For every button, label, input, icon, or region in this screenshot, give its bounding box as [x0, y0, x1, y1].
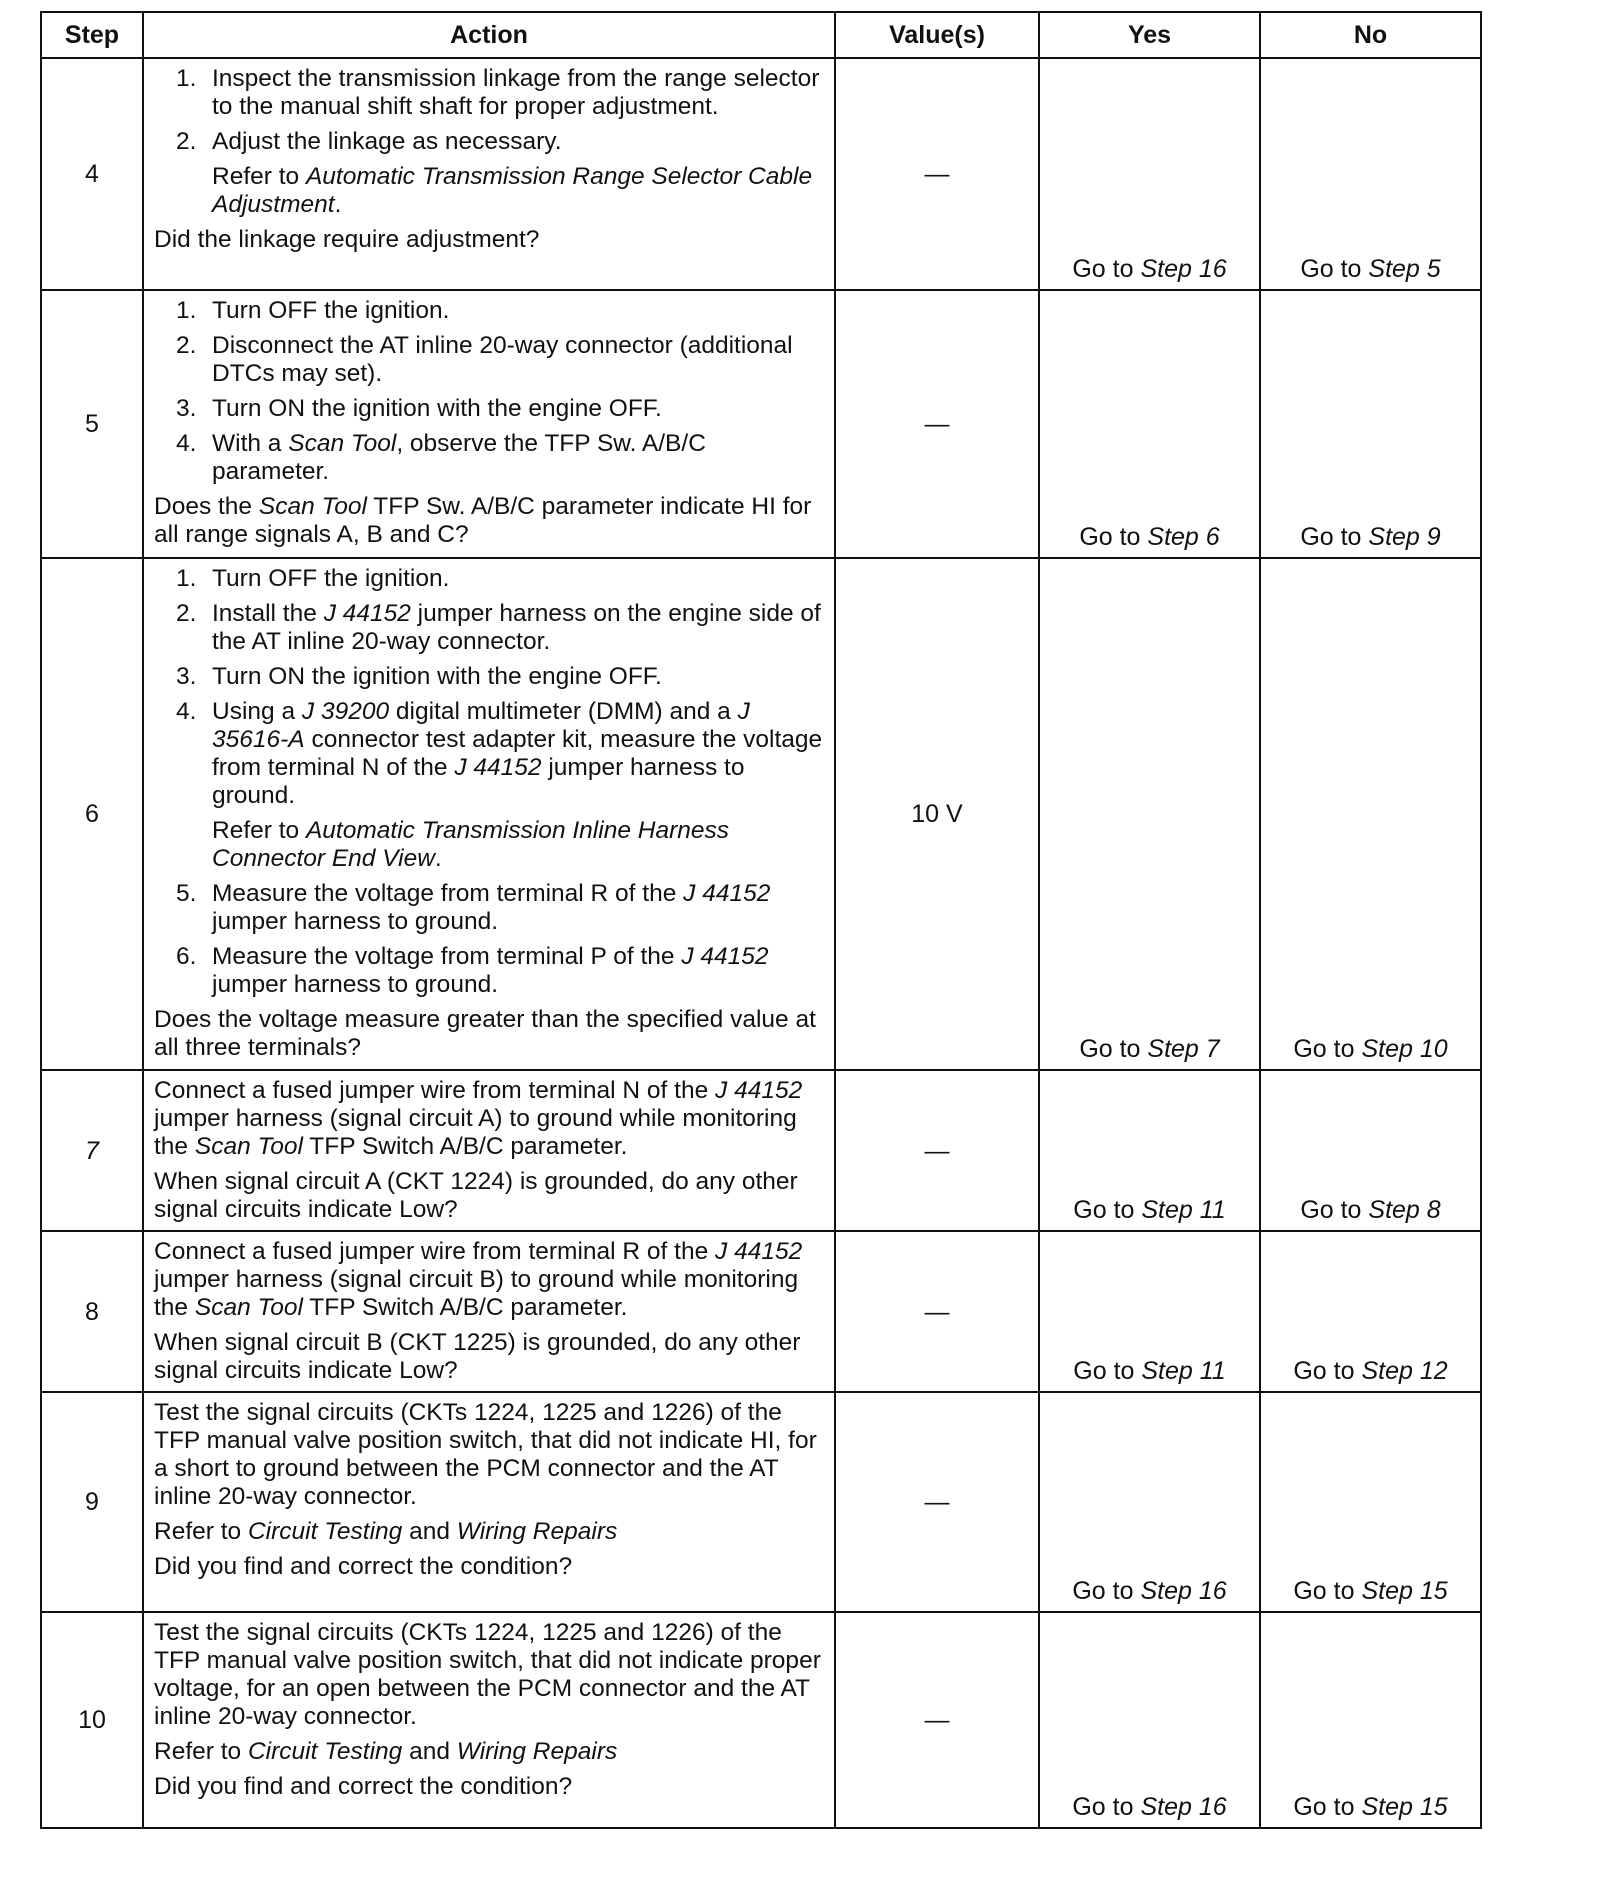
question: Did the linkage require adjustment? [154, 226, 540, 253]
no-result: Go to Step 5 [1260, 58, 1481, 290]
value-cell: — [835, 1070, 1039, 1231]
action-paragraph: Connect a fused jumper wire from terminal N of the J 44152 jumper harness (signal circuit A) to ground while monitoring the Scan Tool TFP Switch A/B/C parameter. [154, 1077, 803, 1160]
no-result: Go to Step 9 [1260, 290, 1481, 558]
action-item: Turn OFF the ignition. [212, 565, 450, 592]
table-row [41, 1612, 1481, 1828]
action-cell [143, 558, 835, 1070]
value-cell: — [835, 1392, 1039, 1612]
value-cell: 10 V [835, 558, 1039, 1070]
action-cell [143, 1612, 835, 1828]
table-row [41, 58, 1481, 290]
table-row [41, 1231, 1481, 1392]
value-cell: — [835, 1231, 1039, 1392]
header-step: Step [41, 12, 143, 58]
no-result: Go to Step 15 [1260, 1612, 1481, 1828]
yes-result: Go to Step 7 [1039, 558, 1260, 1070]
table-row [41, 558, 1481, 1070]
yes-result: Go to Step 16 [1039, 1392, 1260, 1612]
action-item: Adjust the linkage as necessary. Refer to Automatic Transmission Range Selector Cable Adjustment. [154, 128, 828, 219]
no-result: Go to Step 15 [1260, 1392, 1481, 1612]
no-result: Go to Step 8 [1260, 1070, 1481, 1231]
header-no: No [1260, 12, 1481, 58]
action-list [154, 565, 828, 999]
diagnostic-table [40, 11, 1482, 1829]
reference-note: Refer to Automatic Transmission Inline Harness Connector End View. [212, 817, 729, 872]
question: When signal circuit A (CKT 1224) is grounded, do any other signal circuits indicate Low? [154, 1168, 798, 1223]
question: Did you find and correct the condition? [154, 1773, 573, 1800]
value-cell: — [835, 58, 1039, 290]
table-row [41, 290, 1481, 558]
reference-note: Refer to Circuit Testing and Wiring Repairs [154, 1738, 618, 1765]
value-cell: — [835, 1612, 1039, 1828]
question: Does the voltage measure greater than the specified value at all three terminals? [154, 1006, 816, 1061]
step-number: 4 [41, 58, 143, 290]
header-values: Value(s) [835, 12, 1039, 58]
action-item: Measure the voltage from terminal P of the J 44152 jumper harness to ground. [212, 943, 769, 998]
step-number: 6 [41, 558, 143, 1070]
action-item: Turn OFF the ignition. [212, 297, 450, 324]
question: Did you find and correct the condition? [154, 1553, 573, 1580]
action-item: With a Scan Tool, observe the TFP Sw. A/B/C parameter. [212, 430, 706, 485]
action-item: Disconnect the AT inline 20-way connector (additional DTCs may set). [212, 332, 793, 387]
action-list [154, 65, 828, 219]
value-cell: — [835, 290, 1039, 558]
action-item: Turn ON the ignition with the engine OFF. [212, 395, 662, 422]
step-number: 8 [41, 1231, 143, 1392]
action-item: Turn ON the ignition with the engine OFF. [212, 663, 662, 690]
action-item: Install the J 44152 jumper harness on the engine side of the AT inline 20-way connector. [212, 600, 821, 655]
yes-result: Go to Step 6 [1039, 290, 1260, 558]
no-result: Go to Step 12 [1260, 1231, 1481, 1392]
yes-result: Go to Step 11 [1039, 1070, 1260, 1231]
yes-result: Go to Step 11 [1039, 1231, 1260, 1392]
step-number: 5 [41, 290, 143, 558]
step-number: 9 [41, 1392, 143, 1612]
yes-result: Go to Step 16 [1039, 58, 1260, 290]
action-paragraph: Test the signal circuits (CKTs 1224, 1225 and 1226) of the TFP manual valve position switch, that did not indicate HI, for a short to ground between the PCM connector and the AT inline 20-way connector. [154, 1399, 817, 1510]
header-row [41, 12, 1481, 58]
action-cell [143, 58, 835, 290]
reference-note: Refer to Automatic Transmission Range Selector Cable Adjustment. [212, 163, 813, 218]
step-number: 7 [41, 1070, 143, 1231]
action-list [154, 297, 828, 486]
no-result: Go to Step 10 [1260, 558, 1481, 1070]
action-item: Measure the voltage from terminal R of the J 44152 jumper harness to ground. [212, 880, 771, 935]
table-row [41, 1070, 1481, 1231]
yes-result: Go to Step 16 [1039, 1612, 1260, 1828]
action-cell [143, 1392, 835, 1612]
header-action: Action [143, 12, 835, 58]
action-cell [143, 1231, 835, 1392]
action-paragraph: Test the signal circuits (CKTs 1224, 1225 and 1226) of the TFP manual valve position switch, that did not indicate proper voltage, for an open between the PCM connector and the AT inline 20-way connector. [154, 1619, 821, 1730]
action-cell [143, 290, 835, 558]
action-cell [143, 1070, 835, 1231]
action-paragraph: Connect a fused jumper wire from terminal R of the J 44152 jumper harness (signal circuit B) to ground while monitoring the Scan Tool TFP Switch A/B/C parameter. [154, 1238, 803, 1321]
question: When signal circuit B (CKT 1225) is grounded, do any other signal circuits indicate Low? [154, 1329, 801, 1384]
table-row [41, 1392, 1481, 1612]
header-yes: Yes [1039, 12, 1260, 58]
question: Does the Scan Tool TFP Sw. A/B/C parameter indicate HI for all range signals A, B and C? [154, 493, 812, 548]
action-item: Using a J 39200 digital multimeter (DMM) and a J 35616-A connector test adapter kit, measure the voltage from terminal N of the J 44152 jumper harness to ground. Refer to Automatic Transmission Inline Harness Connector End View. [154, 698, 828, 873]
reference-note: Refer to Circuit Testing and Wiring Repairs [154, 1518, 618, 1545]
action-item: Inspect the transmission linkage from the range selector to the manual shift shaft for proper adjustment. [212, 65, 820, 120]
step-number: 10 [41, 1612, 143, 1828]
